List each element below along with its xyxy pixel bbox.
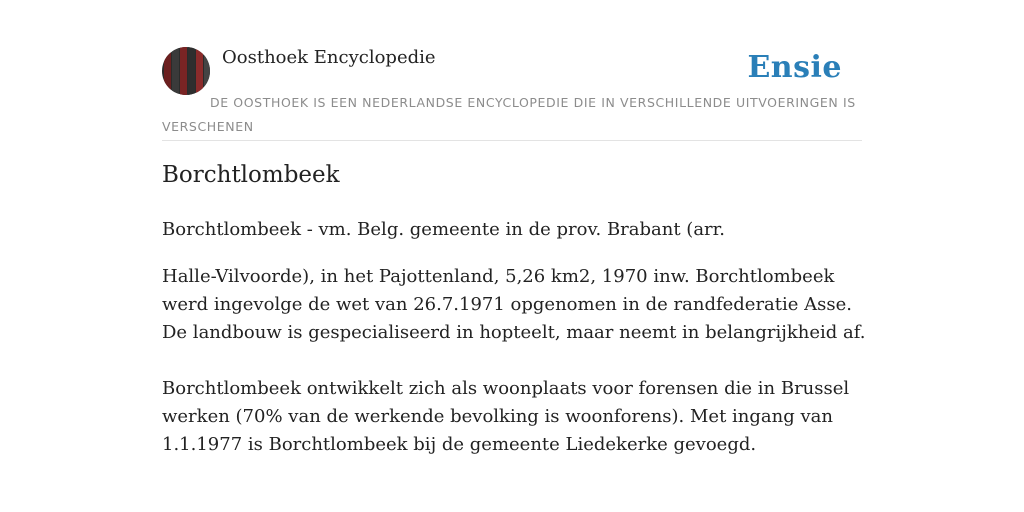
article-title: Borchtlombeek bbox=[162, 162, 340, 188]
article-paragraph: Borchtlombeek ontwikkelt zich als woonplaats voor forensen die in Brussel werken (70% van de werkende bevolking is woonforens). Met ingang van 1.1.1977 is Borchtlombeek bij de gemeente Liedekerke gevoegd. bbox=[162, 378, 850, 455]
publication-title[interactable]: Oosthoek Encyclopedie bbox=[222, 47, 436, 68]
article-paragraph: Halle-Vilvoorde), in het Pajottenland, 5,26 km2, 1970 inw. Borchtlombeek werd ingevolge de wet van 26.7.1971 opgenomen in de randfederatie Asse. De landbouw is gespecialiseerd in hopteelt, maar neemt in belangrijkheid af. bbox=[162, 266, 866, 343]
article-paragraph: Borchtlombeek - vm. Belg. gemeente in de prov. Brabant (arr. bbox=[162, 219, 726, 240]
ensie-logo[interactable]: Ensie bbox=[747, 50, 842, 85]
site-header bbox=[162, 44, 862, 141]
publication-avatar[interactable] bbox=[162, 47, 210, 95]
publication-tagline: DE OOSTHOEK IS EEN NEDERLANDSE ENCYCLOPEDIE DIE IN VERSCHILLENDE UITVOERINGEN IS VERSCHENEN bbox=[162, 95, 856, 134]
